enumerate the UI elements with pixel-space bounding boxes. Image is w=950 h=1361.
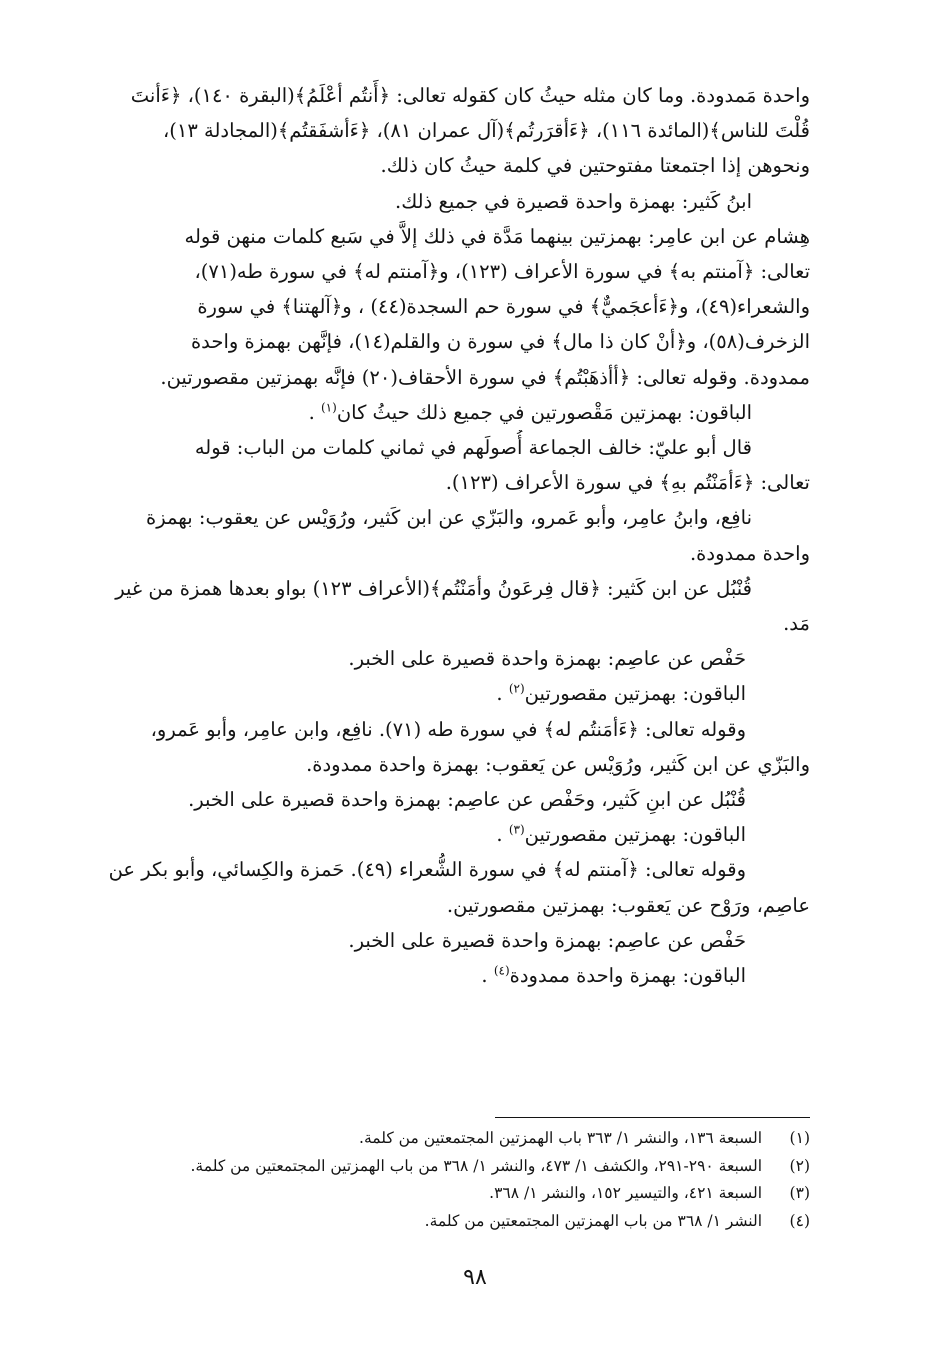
- footnote-ref: (١): [320, 400, 337, 415]
- text-line: ونحوهن إذا اجتمعتا مفتوحتين في كلمة حيثُ كان ذلك.: [380, 154, 810, 178]
- text-line: واحدة مَمدودة. وما كان مثله حيثُ كان كقوله تعالى: ﴿أَنتُم أعْلَمُ﴾(البقرة ١٤٠)، ﴿ءَأنتَ: [130, 84, 810, 107]
- text-line-with-note: [62, 395, 810, 430]
- text-line-with-note: [62, 676, 810, 711]
- footnotes: [62, 1125, 810, 1235]
- text-fragment: الباقون: بهمزتين مقصورتين: [524, 823, 746, 847]
- line-end-dot: .: [496, 823, 503, 847]
- page-body: [62, 78, 810, 993]
- text-line: حَفْص عن عاصِم: بهمزة واحدة قصيرة على الخبر.: [348, 647, 746, 671]
- footnote-number: (٢): [789, 1156, 810, 1175]
- footnote-separator: [495, 1117, 810, 1118]
- text-line: قُنْبُل عن ابن كَثير: ﴿قال فِرعَونُ وأمَنْتُم﴾(الأعراف ١٢٣) بواو بعدها همزة من غير: [115, 576, 752, 600]
- footnote-text: السبعة ٤٢١، والتيسير ١٥٢، والنشر ١/ ٣٦٨.: [489, 1184, 762, 1202]
- footnote-text: السبعة ١٣٦، والنشر ١/ ٣٦٣ باب الهمزتين المجتمعتين من كلمة.: [359, 1129, 762, 1147]
- footnote-text: النشر ١/ ٣٦٨ من باب الهمزتين المجتمعتين من كلمة.: [424, 1211, 762, 1230]
- line-end-dot: .: [496, 682, 503, 706]
- text-line-with-note: [62, 817, 810, 852]
- text-line: مَد.: [783, 612, 810, 636]
- text-line: هِشام عن ابن عامِر: بهمزتين بينهما مَدَّة في ذلك إلاَّ في سَبع كلمات منهن قوله: [184, 224, 810, 248]
- text-line: قُنْبُل عن ابنِ كَثير، وحَفْص عن عاصِم: بهمزة واحدة قصيرة على الخبر.: [188, 788, 746, 812]
- footnote-ref: (٢): [508, 681, 525, 696]
- footnote: [62, 1180, 810, 1208]
- text-line: والشعراء(٤٩)، و﴿ءَأعجَميٌّ﴾ في سورة حم السجدة(٤٤) ، و﴿آلهتنا﴾ في سورة: [197, 295, 810, 319]
- footnote: [62, 1208, 810, 1236]
- footnote-text: السبعة ٢٩٠-٢٩١، والكشف ١/ ٤٧٣، والنشر ١/ ٣٦٨ من باب الهمزتين المجتمعتين من كلمة.: [190, 1156, 762, 1175]
- text-fragment: الباقون: بهمزتين مَقْصورتين في جميع ذلك حيثُ كان: [336, 400, 752, 424]
- footnote-number: (١): [789, 1129, 810, 1147]
- text-line: وقوله تعالى: ﴿آمنتم له﴾ في سورة الشُّعراء (٤٩). حَمزة والكِسائي، وأبو بكر عن: [108, 858, 746, 882]
- footnote-number: (٤): [789, 1211, 810, 1230]
- text-line: تعالى: ﴿ءَأمَنْتُم بهِ﴾ في سورة الأعراف (١٢٣).: [445, 471, 810, 495]
- footnote-number: (٣): [789, 1184, 810, 1202]
- text-line: عاصِم، ورَوْح عن يَعقوب: بهمزتين مقصورتين.: [446, 893, 810, 917]
- text-line: نافِع، وابنُ عامِر، وأبو عَمرو، والبَزّي عن ابن كَثير، ورُوَيْس عن يعقوب: بهمزة: [146, 506, 752, 530]
- footnote-ref: (٣): [508, 822, 525, 837]
- footnote-ref: (٤): [493, 963, 510, 978]
- text-line: الزخرف(٥٨)، و﴿أنْ كان ذا مال﴾ في سورة ن والقلم(١٤)، فإنَّهن بهمزة واحدة: [190, 330, 810, 354]
- line-end-dot: .: [308, 400, 315, 424]
- text-line: تعالى: ﴿آمنتم به﴾ في سورة الأعراف (١٢٣)، و﴿آمنتم له﴾ في سورة طه(٧١)،: [194, 260, 810, 284]
- footnote: [62, 1125, 810, 1153]
- text-line: وقوله تعالى: ﴿ءَأمَنتُم له﴾ في سورة طه (٧١). نافِع، وابن عامِر، وأبو عَمرو،: [150, 717, 746, 741]
- text-fragment: الباقون: بهمزتين مقصورتين: [524, 682, 746, 706]
- text-fragment: الباقون: بهمزة واحدة ممدودة: [509, 964, 746, 988]
- text-line-with-note: [62, 958, 810, 993]
- text-line: قُلْتَ للناس﴾(المائدة ١١٦)، ﴿ءَأقرَرتُم﴾(آل عمران ٨١)، ﴿ءَأشفَقتُم﴾(المجادلة ١٣)،: [162, 119, 810, 143]
- text-line: حَفْص عن عاصِم: بهمزة واحدة قصيرة على الخبر.: [348, 928, 746, 952]
- text-line: واحدة ممدودة.: [689, 541, 810, 565]
- page-number: ٩٨: [463, 1265, 487, 1290]
- text-line: قال أبو عليّ: خالف الجماعة أُصولَهم في ثماني كلمات من الباب: قوله: [194, 436, 752, 460]
- line-end-dot: .: [481, 964, 488, 988]
- text-line: ممدودة. وقوله تعالى: ﴿أأذهَبْتُم﴾ في سورة الأحقاف(٢٠) فإنَّه بهمزتين مقصورتين.: [160, 365, 810, 389]
- text-line: ابنُ كَثير: بهمزة واحدة قصيرة في جميع ذلك.: [395, 189, 752, 213]
- text-line: والبَزّي عن ابن كَثير، ورُوَيْس عن يَعقوب: بهمزة واحدة ممدودة.: [306, 752, 810, 776]
- footnote: [62, 1153, 810, 1181]
